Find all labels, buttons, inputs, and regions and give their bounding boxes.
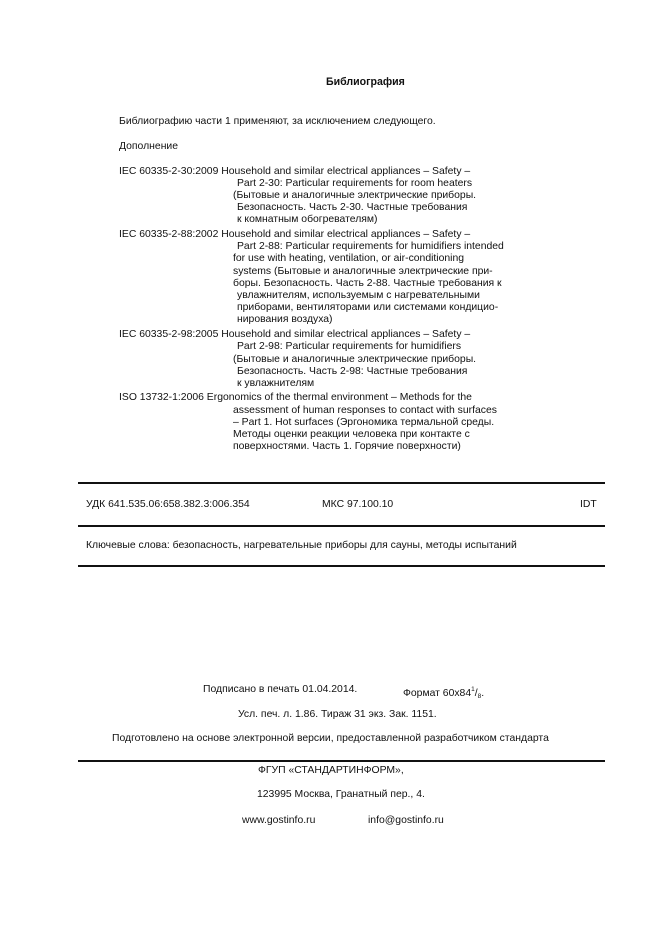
prepared-note: Подготовлено на основе электронной версии, предоставленной разработчиком стандарта — [112, 733, 549, 744]
website-link[interactable]: www.gostinfo.ru — [242, 815, 316, 826]
reference-line: Part 2-30: Particular requirements for room heaters — [237, 178, 473, 189]
reference-line: Безопасность. Часть 2-98: Частные требования — [237, 366, 468, 377]
format-numerator: 1 — [471, 686, 475, 693]
idt-label: IDT — [580, 499, 597, 510]
reference-line: Безопасность. Часть 2-30. Частные требования — [237, 202, 468, 213]
reference-line: боры. Безопасность. Часть 2-88. Частные требования к — [233, 278, 502, 289]
mks-code: МКС 97.100.10 — [322, 499, 394, 510]
reference-line: IEC 60335-2-98:2005 Household and similar electrical appliances – Safety – — [119, 329, 471, 340]
reference-line: (Бытовые и аналогичные электрические приборы. — [233, 354, 477, 365]
reference-line: IEC 60335-2-88:2002 Household and similar electrical appliances – Safety – — [119, 229, 471, 240]
publisher-address: 123995 Москва, Гранатный пер., 4. — [257, 789, 425, 800]
print-info: Усл. печ. л. 1.86. Тираж 31 экз. Зак. 1151. — [238, 709, 437, 720]
divider-top — [78, 482, 605, 484]
reference-line: увлажнителям, используемым с нагревательными — [237, 290, 480, 301]
reference-line: systems (Бытовые и аналогичные электрические при- — [233, 266, 493, 277]
reference-line: for use with heating, ventilation, or air-conditioning — [233, 253, 465, 264]
reference-line: assessment of human responses to contact with surfaces — [233, 405, 497, 416]
reference-line: Part 2-98: Particular requirements for humidifiers — [237, 341, 462, 352]
reference-line: к увлажнителям — [237, 378, 315, 389]
format-denominator: 8 — [477, 693, 482, 700]
reference-line: к комнатным обогревателям) — [237, 214, 378, 225]
page-title: Библиография — [326, 76, 405, 88]
udk-code: УДК 641.535.06:658.382.3:006.354 — [86, 499, 250, 510]
email-link[interactable]: info@gostinfo.ru — [368, 815, 444, 826]
reference-line: IEC 60335-2-30:2009 Household and similar electrical appliances – Safety – — [119, 166, 471, 177]
reference-line: нирования воздуха) — [237, 314, 333, 325]
keywords: Ключевые слова: безопасность, нагревательные приборы для сауны, методы испытаний — [86, 540, 517, 551]
publisher-name: ФГУП «СТАНДАРТИНФОРМ», — [258, 765, 404, 776]
fraction-slash: / — [474, 688, 478, 699]
reference-line: Методы оценки реакции человека при контакте с — [233, 429, 470, 440]
section-label: Дополнение — [119, 141, 179, 152]
reference-line: – Part 1. Hot surfaces (Эргономика термальной среды. — [233, 417, 495, 428]
reference-line: Part 2-88: Particular requirements for humidifiers intended — [237, 241, 504, 252]
format-info — [403, 684, 484, 703]
reference-line: (Бытовые и аналогичные электрические приборы. — [233, 190, 477, 201]
format-prefix: Формат 60х84 — [403, 688, 472, 699]
reference-line: поверхностями. Часть 1. Горячие поверхности) — [233, 441, 461, 452]
divider-keywords — [78, 565, 605, 567]
intro-text: Библиографию части 1 применяют, за исключением следующего. — [119, 116, 436, 127]
reference-line: ISO 13732-1:2006 Ergonomics of the thermal environment – Methods for the — [119, 392, 472, 403]
format-suffix: . — [481, 688, 485, 699]
reference-line: приборами, вентиляторами или системами кондицио- — [237, 302, 499, 313]
divider-bottom — [78, 760, 605, 762]
signed-date: Подписано в печать 01.04.2014. — [203, 684, 358, 695]
divider-middle — [78, 525, 605, 527]
